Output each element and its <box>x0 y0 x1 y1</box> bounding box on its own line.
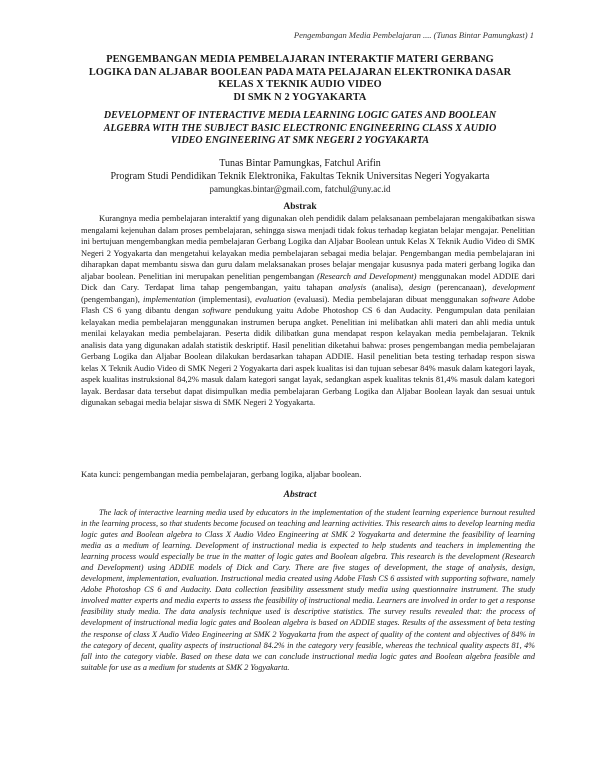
keywords: Kata kunci: pengembangan media pembelajaran, gerbang logika, aljabar boolean. <box>81 469 362 479</box>
paper-title-en <box>60 110 540 148</box>
abstract-body: The lack of interactive learning media used by educators in the implementation of the student learning experience burnout resulted in the learning process, so that students become focused on teaching and learning activities. This research aims to develop learning media logic gates and Boolean algebra to Class X Audio Video Engineering at SMK 2 Yogyakarta and determine the feasibility of learning media as a medium of learning. Development of instructional media is expected to help students and teachers in implementing the learning process would especially be true in the matter of logic gates and Boolean algebra. This research is the development (Research and Development) using ADDIE models of Dick and Cary. There are five stages of development, the stage of analysis, design, development, implementation, evaluation. Instructional media created using Adobe Flash CS 6 assisted with supporting software, namely Adobe Photoshop CS 6 and Audacity. Data collection feasibility assessment study media using questionnaire instrument. The study involved matter experts and media experts to assess the feasibility of instructional media. Learners are involved in order to get a response feasibility study media. The data analysis technique used is descriptive statistics. The survey results revealed that: the process of development of instructional media logic gates and Boolean algebra is based on ADDIE stages. Results of the assessment of beta testing the response of class X Audio Video Engineering at SMK 2 Yogyakarta from the aspect of quality of the content and objectives of 84% in the category of decent, quality aspects of instructional 84.2% in the category very feasible, whereas the technical quality aspects 81, 4% fall into the category viable. Based on these data we can conclude instructional media logic gates and Boolean algebra feasible and suitable for use as a medium for students at SMK 2 Yogyakarta. <box>81 508 535 672</box>
title-line: PENGEMBANGAN MEDIA PEMBELAJARAN INTERAKTIF MATERI GERBANG <box>106 54 494 65</box>
abstrak-text: (evaluasi). Media pembelajaran dibuat menggunakan <box>290 293 481 304</box>
title-line: DEVELOPMENT OF INTERACTIVE MEDIA LEARNING LOGIC GATES AND BOOLEAN <box>103 110 497 121</box>
title-line: LOGIKA DAN ALJABAR BOOLEAN PADA MATA PELAJARAN ELEKTRONIKA DASAR <box>88 66 512 78</box>
title-line: KELAS X TEKNIK AUDIO VIDEO <box>218 79 382 90</box>
abstrak-italic: development <box>492 282 535 292</box>
running-header: Pengembangan Media Pembelajaran .... (Tunas Bintar Pamungkast) 1 <box>293 30 534 40</box>
abstrak-italic: (Research and Development) <box>316 270 417 281</box>
title-line: DI SMK N 2 YOGYAKARTA <box>233 91 367 103</box>
abstrak-text: Adobe Flash CS 6 yang dibantu dengan <box>81 293 535 315</box>
abstrak-text: (analisa), <box>366 282 409 292</box>
abstrak-text: pendukung yaitu Adobe Photoshop CS 6 dan Audacity. Pengumpulan data penilaian kelayakan media pembelajaran menggunakan instrumen berupa angket. Penelitian ini melibatkan ahli materi dan ahli media untuk menilai kelayakan media pembelajaran. Peserta didik dilibatkan guna mendapat respon kelayakan media pembelajaran. Teknik analisis data yang digunakan adalah statistik deskriptif. Hasil penelitian diketahui bahwa: proses pengembangan media pembelajaran Gerbang Logika dan Aljabar Boolean dilakukan berdasarkan tahapan ADDIE. Hasil penelitian beta testing terhadap respon siswa kelas X Teknik Audio Video di SMK Negeri 2 Yogyakarta dari aspek kualitas isi dan tujuan sebesar 84% masuk dalam kategori layak, aspek kualitas instruksional 84,2% masuk dalam kategori sangat layak, sedangkan aspek kualitas teknis 81,4% masuk dalam kategori layak. Berdasar data tersebut dapat disimpulkan media pembelajaran Gerbang Logika dan Aljabar Boolean layak dan sesuai untuk digunakan sebagai media belajar siswa di SMK Negeri 2 Yogyakarta. <box>81 305 535 407</box>
paper-title-id <box>60 54 540 104</box>
abstrak-text: (pengembangan), <box>81 293 144 304</box>
author-emails: pamungkas.bintar@gmail.com, fatchul@uny.ac.id <box>209 184 391 194</box>
abstract-heading: Abstract <box>283 490 317 500</box>
abstrak-text: (perencanaan), <box>430 282 493 292</box>
abstrak-italic: implementation <box>143 293 196 304</box>
abstrak-text: menggunakan model ADDIE dari Dick dan Cary. Terdapat lima tahap pengembangan, yaitu tahapan <box>81 270 535 292</box>
abstrak-text: Kurangnya media pembelajaran interaktif yang digunakan oleh pendidik dalam pelaksanaan pembelajaran mengakibatkan siswa mengalami kejenuhan dalam proses pembelajaran, sehingga siswa menjadi tidak fokus terhadap kegiatan belajar mengajar. Penelitian ini bertujuan mengembangkan media pembelajaran Gerbang Logika dan Aljabar Boolean untuk Kelas X Teknik Audio Video di SMK Negeri 2 Yogyakarta dan mengetahui kelayakan media pembelajaran sebagai media belajar. Pengembangan media pembelajaran ini diharapkan dapat membantu siswa dan guru dalam melaksanakan proses belajar mengajar kususnya pada materi gerbang logika dan aljabar boolean. Penelitian ini merupakan penelitian pengembangan <box>81 213 535 281</box>
abstrak-italic: design <box>408 282 431 292</box>
abstrak-italic: analysis <box>338 282 367 292</box>
affiliation: Program Studi Pendidikan Teknik Elektronika, Fakultas Teknik Universitas Negeri Yogyakarta <box>110 171 490 182</box>
abstrak-heading: Abstrak <box>283 202 317 212</box>
authors: Tunas Bintar Pamungkas, Fatchul Arifin <box>219 158 381 169</box>
title-line: ALGEBRA WITH THE SUBJECT BASIC ELECTRONIC ENGINEERING CLASS X AUDIO <box>103 122 497 134</box>
abstrak-italic: evaluation <box>255 293 291 304</box>
abstrak-italic: software <box>480 293 510 304</box>
abstrak-italic: software <box>202 305 232 315</box>
abstrak-body <box>81 213 535 409</box>
abstrak-text: (implementasi), <box>195 293 256 304</box>
title-line: VIDEO ENGINEERING AT SMK NEGERI 2 YOGYAKARTA <box>170 135 430 146</box>
